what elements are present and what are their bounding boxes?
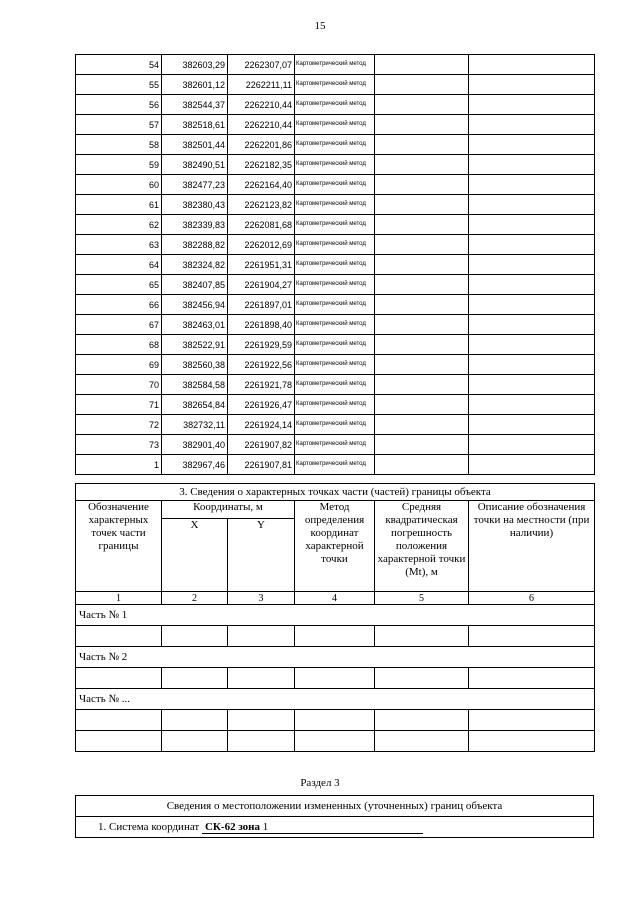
coord-y: 2261897,01 [228, 295, 295, 315]
coord-x: 382654,84 [162, 395, 228, 415]
description-cell [469, 335, 595, 355]
error-cell [375, 375, 469, 395]
method: Картометрический метод [295, 315, 375, 335]
description-cell [469, 355, 595, 375]
coord-row [76, 95, 595, 115]
point-number: 64 [76, 255, 162, 275]
point-number: 65 [76, 275, 162, 295]
error-cell [375, 435, 469, 455]
coord-x: 382288,82 [162, 235, 228, 255]
method: Картометрический метод [295, 435, 375, 455]
error-cell [375, 255, 469, 275]
method: Картометрический метод [295, 275, 375, 295]
coord-y: 2261951,31 [228, 255, 295, 275]
coord-row [76, 195, 595, 215]
page-number: 15 [314, 20, 326, 32]
error-cell [375, 155, 469, 175]
coord-system-rest: 1 [262, 820, 269, 833]
header-y: Y [228, 519, 295, 592]
method: Картометрический метод [295, 255, 375, 275]
coord-row [76, 315, 595, 335]
coord-y: 2261921,78 [228, 375, 295, 395]
point-number: 68 [76, 335, 162, 355]
error-cell [375, 415, 469, 435]
coord-y: 2262307,07 [228, 55, 295, 75]
coord-x: 382560,38 [162, 355, 228, 375]
coord-row [76, 135, 595, 155]
coord-y: 2261924,14 [228, 415, 295, 435]
error-cell [375, 135, 469, 155]
method: Картометрический метод [295, 295, 375, 315]
error-cell [375, 235, 469, 255]
method: Картометрический метод [295, 115, 375, 135]
error-cell [375, 295, 469, 315]
coord-row [76, 255, 595, 275]
coord-row [76, 115, 595, 135]
coord-row [76, 75, 595, 95]
coord-row [76, 455, 595, 475]
header-coordinates: Координаты, м [162, 501, 295, 519]
coord-x: 382518,61 [162, 115, 228, 135]
method: Картометрический метод [295, 55, 375, 75]
empty-row [76, 710, 595, 731]
part-label: Часть № 2 [76, 647, 595, 668]
coord-row [76, 295, 595, 315]
part-label: Часть № 1 [76, 605, 595, 626]
coord-x: 382967,46 [162, 455, 228, 475]
coord-row [76, 355, 595, 375]
header-description: Описание обозначения точки на местности (при наличии) [469, 501, 595, 592]
coord-x: 382501,44 [162, 135, 228, 155]
description-cell [469, 435, 595, 455]
coord-x: 382490,51 [162, 155, 228, 175]
coord-row [76, 375, 595, 395]
coord-system-value [202, 821, 423, 834]
error-cell [375, 315, 469, 335]
coord-x: 382601,12 [162, 75, 228, 95]
error-cell [375, 175, 469, 195]
coord-system-label: 1. Система координат [98, 820, 200, 833]
method: Картометрический метод [295, 395, 375, 415]
error-cell [375, 215, 469, 235]
empty-row [76, 668, 595, 689]
coordinates-table [75, 54, 595, 475]
point-number: 59 [76, 155, 162, 175]
coord-row [76, 335, 595, 355]
coord-system-bold: СК-62 зона [204, 820, 261, 833]
error-cell [375, 275, 469, 295]
coord-system-row [76, 817, 594, 838]
coord-y: 2262081,68 [228, 215, 295, 235]
coord-y: 2262201,86 [228, 135, 295, 155]
point-number: 58 [76, 135, 162, 155]
header-x: X [162, 519, 228, 592]
empty-row [76, 731, 595, 752]
coord-x: 382522,91 [162, 335, 228, 355]
razdel-table [75, 795, 594, 838]
description-cell [469, 155, 595, 175]
coord-x: 382544,37 [162, 95, 228, 115]
coord-x: 382584,58 [162, 375, 228, 395]
coord-x: 382477,23 [162, 175, 228, 195]
method: Картометрический метод [295, 355, 375, 375]
razdel-subtitle: Сведения о местоположении измененных (уточненных) границ объекта [76, 796, 594, 817]
coord-x: 382901,40 [162, 435, 228, 455]
description-cell [469, 175, 595, 195]
coord-row [76, 175, 595, 195]
column-number: 1 [76, 592, 162, 605]
description-cell [469, 235, 595, 255]
point-number: 69 [76, 355, 162, 375]
description-cell [469, 215, 595, 235]
point-number: 57 [76, 115, 162, 135]
method: Картометрический метод [295, 95, 375, 115]
method: Картометрический метод [295, 335, 375, 355]
error-cell [375, 335, 469, 355]
point-number: 66 [76, 295, 162, 315]
point-number: 56 [76, 95, 162, 115]
coord-y: 2261904,27 [228, 275, 295, 295]
section3-table [75, 483, 595, 752]
error-cell [375, 55, 469, 75]
point-number: 67 [76, 315, 162, 335]
description-cell [469, 135, 595, 155]
coord-row [76, 415, 595, 435]
method: Картометрический метод [295, 135, 375, 155]
coord-y: 2262211,11 [228, 75, 295, 95]
coord-row [76, 55, 595, 75]
column-number: 3 [228, 592, 295, 605]
point-number: 1 [76, 455, 162, 475]
description-cell [469, 455, 595, 475]
point-number: 73 [76, 435, 162, 455]
coord-x: 382603,29 [162, 55, 228, 75]
part-label: Часть № ... [76, 689, 595, 710]
coord-x: 382456,94 [162, 295, 228, 315]
point-number: 63 [76, 235, 162, 255]
point-number: 60 [76, 175, 162, 195]
column-number: 6 [469, 592, 595, 605]
coord-y: 2262210,44 [228, 115, 295, 135]
coord-y: 2261898,40 [228, 315, 295, 335]
method: Картометрический метод [295, 175, 375, 195]
method: Картометрический метод [295, 195, 375, 215]
coord-row [76, 275, 595, 295]
header-error: Средняя квадратическая погрешность положения характерной точки (Mt), м [375, 501, 469, 592]
header-method: Метод определения координат характерной точки [295, 501, 375, 592]
error-cell [375, 115, 469, 135]
header-designation: Обозначение характерных точек части границы [76, 501, 162, 592]
coord-row [76, 435, 595, 455]
error-cell [375, 355, 469, 375]
method: Картометрический метод [295, 75, 375, 95]
coord-x: 382324,82 [162, 255, 228, 275]
description-cell [469, 295, 595, 315]
point-number: 62 [76, 215, 162, 235]
coord-x: 382463,01 [162, 315, 228, 335]
coord-y: 2262164,40 [228, 175, 295, 195]
description-cell [469, 115, 595, 135]
description-cell [469, 415, 595, 435]
coord-y: 2261907,81 [228, 455, 295, 475]
coord-y: 2262123,82 [228, 195, 295, 215]
method: Картометрический метод [295, 375, 375, 395]
empty-row [76, 626, 595, 647]
coord-row [76, 155, 595, 175]
method: Картометрический метод [295, 155, 375, 175]
coord-y: 2261929,59 [228, 335, 295, 355]
point-number: 72 [76, 415, 162, 435]
point-number: 61 [76, 195, 162, 215]
point-number: 55 [76, 75, 162, 95]
error-cell [375, 195, 469, 215]
error-cell [375, 455, 469, 475]
description-cell [469, 75, 595, 95]
coord-x: 382339,83 [162, 215, 228, 235]
coord-y: 2262182,35 [228, 155, 295, 175]
method: Картометрический метод [295, 455, 375, 475]
coord-x: 382732,11 [162, 415, 228, 435]
coord-x: 382380,43 [162, 195, 228, 215]
description-cell [469, 375, 595, 395]
method: Картометрический метод [295, 415, 375, 435]
error-cell [375, 75, 469, 95]
description-cell [469, 275, 595, 295]
description-cell [469, 195, 595, 215]
point-number: 70 [76, 375, 162, 395]
point-number: 54 [76, 55, 162, 75]
description-cell [469, 55, 595, 75]
razdel-title: Раздел 3 [300, 777, 340, 789]
coord-y: 2261922,56 [228, 355, 295, 375]
error-cell [375, 95, 469, 115]
point-number: 71 [76, 395, 162, 415]
section3-title: 3. Сведения о характерных точках части (частей) границы объекта [76, 484, 595, 501]
coord-x: 382407,85 [162, 275, 228, 295]
column-number: 5 [375, 592, 469, 605]
coord-y: 2262210,44 [228, 95, 295, 115]
coord-row [76, 215, 595, 235]
column-number: 4 [295, 592, 375, 605]
description-cell [469, 315, 595, 335]
column-number: 2 [162, 592, 228, 605]
coord-y: 2262012,69 [228, 235, 295, 255]
description-cell [469, 255, 595, 275]
coord-y: 2261926,47 [228, 395, 295, 415]
description-cell [469, 395, 595, 415]
description-cell [469, 95, 595, 115]
error-cell [375, 395, 469, 415]
method: Картометрический метод [295, 235, 375, 255]
coord-row [76, 395, 595, 415]
coord-row [76, 235, 595, 255]
method: Картометрический метод [295, 215, 375, 235]
coord-y: 2261907,82 [228, 435, 295, 455]
